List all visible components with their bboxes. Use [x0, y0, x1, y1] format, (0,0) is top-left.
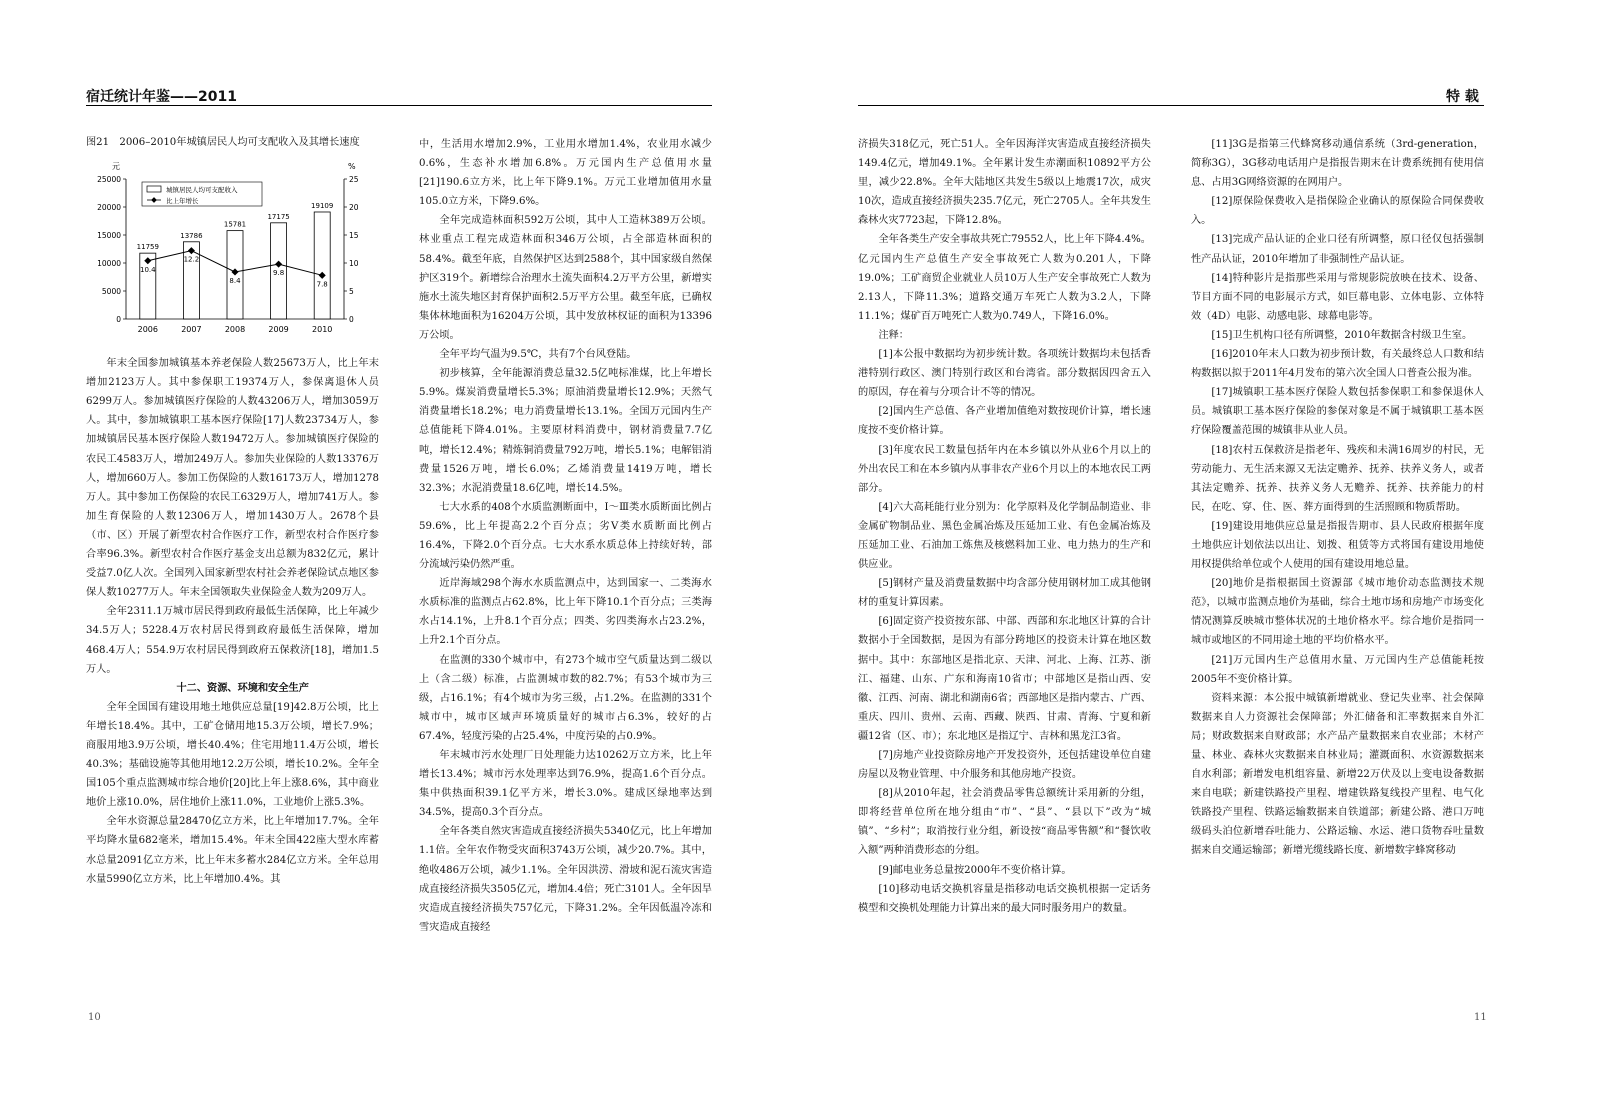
paragraph: 全年2311.1万城市居民得到政府最低生活保障，比上年减少34.5万人；5228.4万农村居民得到政府最低生活保障，增加468.4万人；554.9万农村居民得到政府五保救济[18]，增加1.5万人。	[86, 606, 379, 675]
right-tick-label: 15	[349, 231, 359, 240]
right-tick-label: 0	[349, 315, 354, 324]
left-tick-label: 10000	[97, 259, 121, 268]
footnote: [2]国内生产总值、各产业增加值绝对数按现价计算，增长速度按不变价格计算。	[858, 406, 1151, 437]
column-4	[1191, 135, 1484, 861]
x-tick-label: 2007	[181, 325, 202, 334]
paragraph: 全年各类生产安全事故共死亡79552人，比上年下降4.4%。亿元国内生产总值生产安全事故死亡人数为0.201人，下降19.0%；工矿商贸企业就业人员10万人生产安全事故死亡人数为2.13人，下降11.3%；道路交通万车死亡人数为3.2人，下降11.1%；煤矿百万吨死亡人数为0.749人，下降16.0%。	[858, 234, 1151, 322]
right-tick-label: 25	[349, 175, 359, 184]
legend-bar-label: 城镇居民人均可支配收入	[166, 186, 238, 194]
growth-value-label: 12.2	[183, 255, 200, 264]
paragraph: 全年水资源总量28470亿立方米，比上年增加17.7%。全年平均降水量682毫米，增加15.4%。年末全国422座大型水库蓄水总量2091亿立方米，比上年末多蓄水284亿立方米。全年总用水量5990亿立方米，比上年增加0.4%。其	[86, 816, 379, 885]
left-running-header: 宿迁统计年鉴——2011	[86, 89, 237, 105]
bar-value-label: 13786	[180, 231, 203, 240]
footnote: [21]万元国内生产总值用水量、万元国内生产总值能耗按2005年不变价格计算。	[1191, 654, 1484, 685]
legend-bar-swatch	[147, 186, 161, 192]
footnote: [17]城镇职工基本医疗保险人数包括参保职工和参保退休人员。城镇职工基本医疗保险的参保对象是不属于城镇职工基本医疗保险覆盖范围的城镇非从业人员。	[1191, 387, 1484, 437]
paragraph: 中，生活用水增加2.9%，工业用水增加1.4%，农业用水减少0.6%，生态补水增加6.8%。万元国内生产总值用水量[21]190.6立方米，比上年下降9.1%。万元工业增加值用水量105.0立方米，下降9.6%。	[419, 139, 712, 208]
footnote: [10]移动电话交换机容量是指移动电话交换机根据一定话务模型和交换机处理能力计算出来的最大同时服务用户的数量。	[858, 883, 1151, 914]
legend-line-label: 比上年增长	[166, 197, 199, 205]
footnote: [6]固定资产投资按东部、中部、西部和东北地区计算的合计数据小于全国数据，是因为有部分跨地区的投资未计算在地区数据中。其中：东部地区是指北京、天津、河北、上海、江苏、浙江、福建、山东、广东和海南10省市；中部地区是指山西、安徽、江西、河南、湖北和湖南6省；西部地区是指内蒙古、广西、重庆、四川、贵州、云南、西藏、陕西、甘肃、青海、宁夏和新疆12省（区、市）；东北地区是指辽宁、吉林和黑龙江3省。	[858, 616, 1151, 742]
left-tick-label: 0	[116, 315, 121, 324]
growth-value-label: 10.4	[140, 265, 156, 274]
income-growth-chart	[86, 157, 379, 337]
bar-value-label: 17175	[267, 212, 290, 221]
growth-value-label: 8.4	[229, 276, 241, 285]
left-header-rule	[86, 105, 712, 106]
right-running-header: 特 载	[1446, 89, 1479, 105]
growth-value-label: 9.8	[273, 269, 285, 278]
column-1	[86, 135, 379, 889]
paragraph: 全年各类自然灾害造成直接经济损失5340亿元，比上年增加1.1倍。全年农作物受灾面积3743万公顷，减少20.7%。其中，绝收486万公顷，减少1.1%。全年因洪涝、滑坡和泥石流灾害造成直接经济损失3505亿元，增加4.4倍；死亡3101人。全年因旱灾造成直接经济损失757亿元，下降31.2%。全年因低温冷冻和雪灾造成直接经	[419, 826, 712, 933]
column-2	[419, 135, 712, 937]
right-axis-unit: %	[348, 162, 356, 171]
bar-value-label: 15781	[223, 220, 247, 229]
bar-value-label: 11759	[136, 243, 159, 252]
page-number-left: 10	[88, 1012, 101, 1023]
footnote: [15]卫生机构口径有所调整，2010年数据含村级卫生室。	[1211, 329, 1473, 341]
footnote: [13]完成产品认证的企业口径有所调整，原口径仅包括强制性产品认证，2010年增加了非强制性产品认证。	[1191, 234, 1484, 265]
left-tick-label: 20000	[97, 203, 121, 212]
paragraph: 在监测的330个城市中，有273个城市空气质量达到二级以上（含二级）标准，占监测城市数的82.7%；有53个城市为三级，占16.1%；有4个城市为劣三级，占1.2%。在监测的331个城市中，城市区域声环境质量好的城市占6.3%，较好的占67.4%，轻度污染的占25.4%，中度污染的占0.9%。	[419, 654, 712, 742]
paragraph: 七大水系的408个水质监测断面中，Ⅰ～Ⅲ类水质断面比例占59.6%，比上年提高2.2个百分点；劣Ⅴ类水质断面比例占16.4%，下降2.0个百分点。七大水系水质总体上持续好转，部分流域污染仍然严重。	[419, 501, 712, 571]
paragraph: 近岸海域298个海水水质监测点中，达到国家一、二类海水水质标准的监测点占62.8%，比上年下降10.1个百分点；三类海水占14.1%，上升8.1个百分点；四类、劣四类海水占23.2%，上升2.1个百分点。	[419, 578, 712, 647]
footnote: [16]2010年末人口数为初步预计数，有关最终总人口数和结构数据以拟于2011年4月发布的第六次全国人口普查公报为准。	[1191, 349, 1484, 380]
left-tick-label: 25000	[97, 175, 121, 184]
footnote: [3]年度农民工数量包括年内在本乡镇以外从业6个月以上的外出农民工和在本乡镇内从事非农产业6个月以上的本地农民工两部分。	[858, 444, 1151, 494]
paragraph: 年末城市污水处理厂日处理能力达10262万立方米，比上年增长13.4%；城市污水处理率达到76.9%，提高1.6个百分点。集中供热面积39.1亿平方米，增长3.0%。建成区绿地率达到34.5%，提高0.3个百分点。	[419, 750, 712, 819]
left-tick-label: 5000	[101, 287, 121, 296]
page-number-right: 11	[1474, 1012, 1487, 1023]
footnote: [8]从2010年起，社会消费品零售总额统计采用新的分组，即将经营单位所在地分组由“市”、“县”、“县以下”改为“城镇”、“乡村”；取消按行业分组，新设按“商品零售额”和“餐饮收入额”两种消费形态的分组。	[858, 788, 1151, 857]
footnote: [7]房地产业投资除房地产开发投资外，还包括建设单位自建房屋以及物业管理、中介服务和其他房地产投资。	[858, 750, 1151, 781]
paragraph: 全年完成造林面积592万公顷，其中人工造林389万公顷。林业重点工程完成造林面积346万公顷，占全部造林面积的58.4%。截至年底，自然保护区达到2588个，其中国家级自然保护区319个。新增综合治理水土流失面积4.2万平方公里，新增实施水土流失地区封育保护面积2.5万平方公里。截至年底，已确权集体林地面积为16204万公顷，其中发放林权证的面积为13396万公顷。	[419, 215, 712, 341]
column-3	[858, 135, 1151, 918]
left-axis-unit: 元	[112, 162, 120, 171]
paragraph: 初步核算，全年能源消费总量32.5亿吨标准煤，比上年增长5.9%。煤炭消费量增长5.3%；原油消费量增长12.9%；天然气消费量增长18.2%；电力消费量增长13.1%。全国万元国内生产总值能耗下降4.01%。主要原材料消费中，钢材消费量7.7亿吨，增长12.4%；精炼铜消费量792万吨，增长5.1%；电解铝消费量1526万吨，增长6.0%；乙烯消费量1419万吨，增长32.3%；水泥消费量18.6亿吨，增长14.5%。	[419, 368, 712, 494]
footnote: [14]特种影片是指那些采用与常规影院放映在技术、设备、节目方面不同的电影展示方式，如巨幕电影、立体电影、立体特效（4D）电影、动感电影、球幕电影等。	[1191, 272, 1484, 322]
x-tick-label: 2009	[268, 325, 289, 334]
notes-heading: 注释：	[878, 329, 909, 341]
right-tick-label: 20	[349, 203, 359, 212]
footnote: [18]农村五保救济是指老年、残疾和未满16周岁的村民，无劳动能力、无生活来源又无法定赡养、抚养、扶养义务人，或者其法定赡养、抚养、扶养义务人无赡养、抚养、扶养能力的村民，在吃、穿、住、医、葬方面得到的生活照顾和物质帮助。	[1191, 444, 1484, 513]
section-heading: 十二、资源、环境和安全生产	[176, 682, 309, 694]
footnote: [11]3G是指第三代蜂窝移动通信系统（3rd-generation，简称3G），3G移动电话用户是指报告期末在计费系统拥有使用信息、占用3G网络资源的在网用户。	[1191, 139, 1484, 189]
paragraph: 济损失318亿元，死亡51人。全年因海洋灾害造成直接经济损失149.4亿元，增加49.1%。全年累计发生赤潮面积10892平方公里，减少22.8%。全年大陆地区共发生5级以上地震17次，成灾10次，造成直接经济损失235.7亿元，死亡2705人。全年共发生森林火灾7723起，下降12.8%。	[858, 139, 1151, 227]
bar-value-label: 19109	[311, 201, 334, 210]
right-tick-label: 10	[349, 259, 359, 268]
footnote: [5]钢材产量及消费量数据中均含部分使用钢材加工成其他钢材的重复计算因素。	[858, 578, 1151, 609]
footnote: [20]地价是指根据国土资源部《城市地价动态监测技术规范》，以城市监测点地价为基础，综合土地市场和房地产市场变化情况测算反映城市整体状况的土地价格水平。综合地价是指同一城市或地区的不同用途土地的平均价格水平。	[1191, 578, 1484, 647]
x-tick-label: 2010	[312, 325, 333, 334]
footnote: [9]邮电业务总量按2000年不变价格计算。	[878, 864, 1072, 876]
paragraph: 全年全国国有建设用地土地供应总量[19]42.8万公顷，比上年增长18.4%。其中，工矿仓储用地15.3万公顷，增长7.9%；商服用地3.9万公顷，增长40.4%；住宅用地11.4万公顷，增长40.3%；基础设施等其他用地12.2万公顷，增长10.2%。全年全国105个重点监测城市综合地价[20]比上年上涨8.6%，其中商业地价上涨10.0%，居住地价上涨11.0%，工业地价上涨5.3%。	[86, 701, 379, 809]
left-tick-label: 15000	[97, 231, 121, 240]
growth-value-label: 7.8	[316, 280, 328, 289]
bar-2010	[314, 212, 330, 319]
paragraph: 年末全国参加城镇基本养老保险人数25673万人，比上年末增加2123万人。其中参保职工19374万人，参保离退休人员6299万人。参加城镇医疗保险的人数43206万人，增加3059万人。其中，参加城镇职工基本医疗保险[17]人数23734万人，参加城镇居民基本医疗保险人数19472万人。参加城镇医疗保险的农民工4583万人，增加249万人。参加失业保险的人数13376万人，增加660万人。参加工伤保险的人数16173万人，增加1278万人。其中参加工伤保险的农民工6329万人，增加741万人。参加生育保险的人数12306万人，增加1430万人。2678个县（市、区）开展了新型农村合作医疗工作，新型农村合作医疗参合率96.3%。新型农村合作医疗基金支出总额为832亿元，累计受益7.0亿人次。全国列入国家新型农村社会养老保险试点地区参保人数10277万人。年末全国领取失业保险金人数为209万人。	[86, 358, 379, 599]
chart-caption: 图21 2006–2010年城镇居民人均可支配收入及其增长速度	[86, 137, 360, 148]
footnote: [19]建设用地供应总量是指报告期市、县人民政府根据年度土地供应计划依法以出让、划拨、租赁等方式将国有建设用地使用权提供给单位或个人使用的国有建设用地总量。	[1191, 520, 1484, 571]
paragraph: 全年平均气温为9.5℃，共有7个台风登陆。	[439, 349, 637, 361]
x-tick-label: 2006	[137, 325, 158, 334]
sources-paragraph: 资料来源：本公报中城镇新增就业、登记失业率、社会保障数据来自人力资源社会保障部；外汇储备和汇率数据来自外汇局；财政数据来自财政部；水产品产量数据来自农业部；木材产量、林业、森林火灾数据来自林业局；灌溉面积、水资源数据来自水利部；新增发电机组容量、新增22万伏及以上变电设备数据来自电联；新建铁路投产里程、增建铁路复线投产里程、电气化铁路投产里程、铁路运输数据来自铁道部；新建公路、港口万吨级码头泊位新增吞吐能力、公路运输、水运、港口货物吞吐量数据来自交通运输部；新增光缆线路长度、新增数字蜂窝移动	[1191, 692, 1484, 857]
right-header-rule	[858, 105, 1484, 106]
footnote: [1]本公报中数据均为初步统计数。各项统计数据均未包括香港特别行政区、澳门特别行政区和台湾省。部分数据因四舍五入的原因，存在着与分项合计不等的情况。	[858, 349, 1151, 399]
right-tick-label: 5	[349, 287, 354, 296]
footnote: [4]六大高耗能行业分别为：化学原料及化学制品制造业、非金属矿物制品业、黑色金属冶炼及压延加工业、有色金属冶炼及压延加工业、石油加工炼焦及核燃料加工业、电力热力的生产和供应业。	[858, 501, 1151, 571]
x-tick-label: 2008	[224, 325, 246, 334]
footnote: [12]原保险保费收入是指保险企业确认的原保险合同保费收入。	[1191, 196, 1484, 227]
